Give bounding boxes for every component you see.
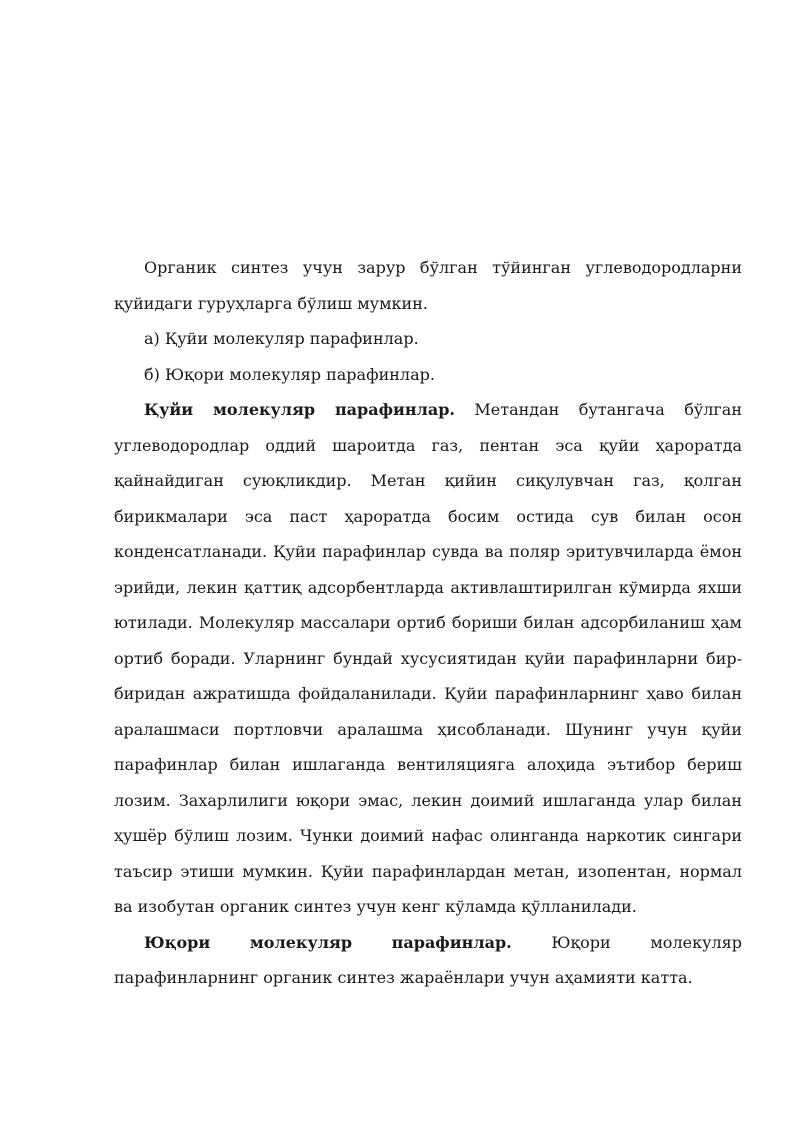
section-high-molecular-next-word-2: молекуляр: [650, 932, 742, 952]
list-item-b: б) Юқори молекуляр парафинлар.: [144, 364, 435, 384]
list-item-a: а) Қуйи молекуляр парафинлар.: [144, 329, 419, 348]
section-high-molecular-term-word-3: парафинлар.: [391, 932, 512, 952]
section-low-molecular-term: Қуйи молекуляр парафинлар.: [144, 400, 455, 419]
document-body: [114, 250, 742, 996]
section-high-molecular-body: парафинларнинг органик синтез жараёнлари учун аҳамияти катта.: [114, 968, 693, 987]
section-high-molecular-next-word-1: Юқори: [551, 932, 611, 952]
section-low-molecular-body: Метандан бутангача бўлган углеводородлар оддий шароитда газ, пентан эса қуйи ҳароратда қайнайдиган суюқликдир. Метан қийин сиқулувчан газ, қолган бирикмалари эса паст ҳароратда босим остида сув билан осон конденсатланади. Қуйи парафинлар сувда ва поляр эритувчиларда ёмон эрийди, лекин қаттиқ адсорбентларда активлаштирилган кўмирда яхши ютилади. Молекуляр массалари ортиб бориши билан адсорбиланиш ҳам ортиб боради. Уларнинг бундай хусусиятидан қуйи парафинларни бир-биридан ажратишда фойдаланилади. Қуйи парафинларнинг ҳаво билан аралашмаси портловчи аралашма ҳисобланади. Шунинг учун қуйи парафинлар билан ишлаганда вентиляцияга алоҳида эътибор бериш лозим. Захарлилиги юқори эмас, лекин доимий ишлаганда улар билан ҳушёр бўлиш лозим. Чунки доимий нафас олинганда наркотик сингари таъсир этиши мумкин. Қуйи парафинлардан метан, изопентан, нормал ва изобутан органик синтез учун кенг кўламда қўлланилади.: [114, 400, 743, 916]
section-high-molecular-heading-line: [114, 925, 742, 961]
intro-paragraph: Органик синтез учун зарур бўлган тўйинган углеводородларни қуйидаги гуруҳларга бўлиш мумкин.: [114, 258, 742, 313]
section-low-molecular-paragraph: [114, 392, 742, 925]
section-high-molecular-term-word-2: молекуляр: [249, 932, 353, 952]
section-high-molecular-term-word-1: Юқори: [144, 932, 211, 952]
